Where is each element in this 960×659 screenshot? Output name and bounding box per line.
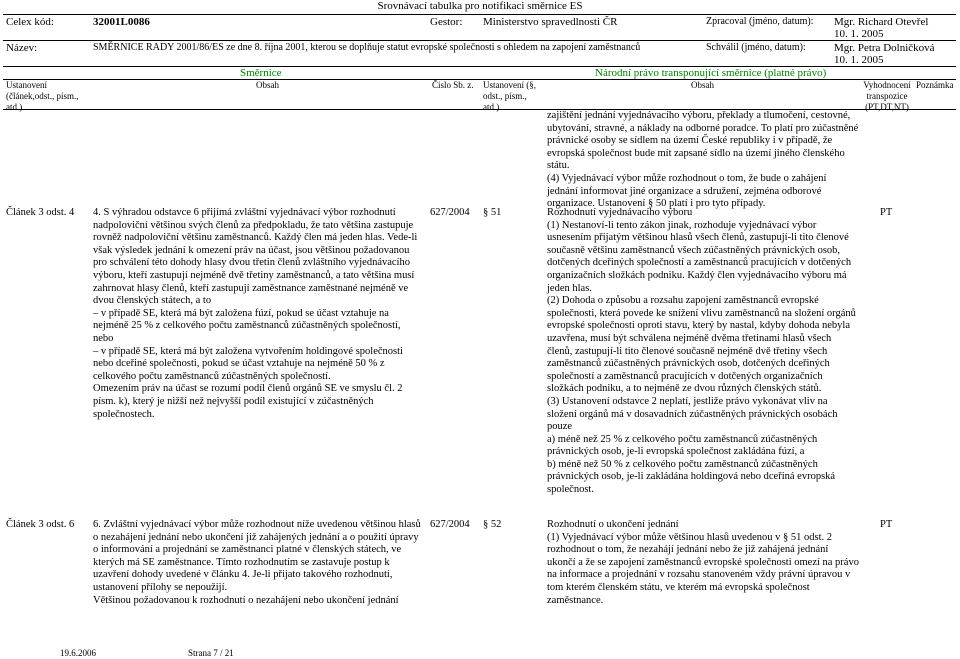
zpracoval-date: 10. 1. 2005	[834, 28, 884, 40]
row1-directive-text	[93, 207, 423, 421]
nazev-label: Název:	[6, 42, 38, 54]
row1-national-p1: (1) Nestanoví-li tento zákon jinak, rozhoduje vyjednávací výbor usnesením přijatým většinou hlasů všech členů, zastupují-li tito členové současně většinu zaměstnanců všech zúčastněných právnických osob, dotčených dceřiných společností a zaměstnanců pracujících v dotčených organizačních složkách podniku. Každý člen vyjednávacího výboru má jeden hlas.	[547, 219, 852, 294]
row0-national-p2: (4) Vyjednávací výbor může rozhodnout o tom, že bude o zahájení jednání informovat jiné organizace a sdružení, zejména odborové organizace. Ustanovení § 50 platí i pro tyto případy.	[547, 172, 827, 210]
zpracoval-label: Zpracoval (jméno, datum):	[706, 16, 814, 27]
schvalil-date: 10. 1. 2005	[834, 54, 884, 66]
row2-evaluation: PT	[880, 519, 893, 530]
footer-page: Strana 7 / 21	[188, 648, 234, 658]
row1-national-heading: Rozhodnutí vyjednávacího výboru	[547, 207, 693, 218]
row2-directive-p2: Většinou požadovanou k rozhodnutí o nezahájení nebo ukončení jednání	[93, 594, 399, 606]
row1-national-p5: b) méně než 50 % z celkového počtu zaměstnanců zúčastněných právnických osob, je-li zakládána holdingová nebo dceřiná evropská společnost.	[547, 458, 836, 496]
row2-cislo: 627/2004	[430, 519, 470, 530]
row2-article: Článek 3 odst. 6	[6, 519, 75, 530]
section-narodni-pravo: Národní právo transponující směrnice (platné právo)	[595, 67, 827, 79]
zpracoval-name: Mgr. Richard Otevřel	[834, 16, 929, 28]
header-rule-1	[3, 40, 956, 41]
row1-national-text	[547, 207, 859, 497]
row2-national-p1: (1) Vyjednávací výbor může většinou hlasů uvedenou v § 51 odst. 2 rozhodnout o tom, že nezahájí jednání nebo že již zahájená jednání ukončí a že se zapojení zaměstnanců evropské společnosti omezí na právo na informace a projednání v rozsahu stanoveném vždy právní úpravou v tom kterém členském státu, ve kterém má evropská společnost zaměstnance.	[547, 531, 859, 606]
col-ustanoveni: Ustanovení (článek,odst., písm., atd.)	[6, 80, 79, 112]
row0-national-p1: zajištění jednání vyjednávacího výboru, překlady a tlumočení, cestovné, ubytování, stravné, a náklady na odborné poradce. To platí pro zúčastněné právnické osoby se sídlem na území České republiky i v případě, že evropská společnost bude mít zapsané sídlo na území jiného členského státu.	[547, 110, 859, 172]
row2-directive-p1: 6. Zvláštní vyjednávací výbor může rozhodnout níže uvedenou většinou hlasů o nezahájení jednání nebo ukončení již zahájených jednání a o použití úpravy o informování a projednání se zaměstnanci platné v členských státech, ve kterých má SE zaměstnance. Tímto rozhodnutím se zastavuje postup k uzavření dohody uvedené v článku 4. Je-li přijato takového rozhodnutí, ustanovení přílohy se nepoužijí.	[93, 519, 421, 593]
col-obsah: Obsah	[256, 80, 279, 90]
row1-directive-p4: Omezením práv na účast se rozumí podíl členů orgánů SE ve smyslu čl. 2 písm. k), který je nižší než nejvyšší podíl existující v zúčastněných společnostech.	[93, 383, 403, 420]
row1-cislo: 627/2004	[430, 207, 470, 218]
row1-directive-p3: – v případě SE, která má být založena vytvořením holdingové společnosti nebo dceřiné společnosti, pokud se účast vztahuje na nejméně 50 % z celkového počtu zaměstnanců zúčastněných společností.	[93, 345, 403, 382]
nazev-value: SMĚRNICE RADY 2001/86/ES ze dne 8. října 2001, kterou se doplňuje statut evropské společnosti s ohledem na zapojení zaměstnanců	[93, 42, 641, 53]
row1-directive-p2: – v případě SE, která má být založena fúzí, pokud se účast vztahuje na nejméně 25 % z celkového počtu zaměstnanců zúčastněných společností, nebo	[93, 307, 401, 344]
row1-national-p4: a) méně než 25 % z celkového počtu zaměstnanců zúčastněných právnických osob, je-li evropská společnost zakládána fúzí, a	[547, 433, 818, 458]
col-obsah-2: Obsah	[691, 80, 714, 90]
row1-article: Článek 3 odst. 4	[6, 207, 75, 218]
schvalil-name: Mgr. Petra Dolničková	[834, 42, 935, 54]
row1-national-p3: (3) Ustanovení odstavce 2 neplatí, jestliže právo vykonávat vliv na složení orgánů má v dosavadních zúčastněných právnických osobách pouze	[547, 395, 838, 433]
col-cislo: Číslo Sb. z.	[432, 80, 474, 90]
section-smernice: Směrnice	[240, 67, 282, 79]
row2-directive-text	[93, 519, 423, 607]
header-rule-3	[3, 79, 956, 80]
celex-value: 32001L0086	[93, 16, 150, 28]
row0-national-text	[547, 110, 859, 211]
row2-national-heading: Rozhodnutí o ukončení jednání	[547, 519, 679, 530]
header-top-rule	[3, 14, 956, 15]
footer-date: 19.6.2006	[60, 648, 96, 658]
row2-paragraph: § 52	[483, 519, 502, 530]
schvalil-label: Schválil (jméno, datum):	[706, 42, 806, 53]
gestor-label: Gestor:	[430, 16, 463, 28]
row1-national-p2: (2) Dohoda o způsobu a rozsahu zapojení zaměstnanců evropské společnosti, která povede ke snížení vlivu zaměstnanců na složení orgánů evropské společnosti oproti stavu, který by nastal, kdyby dohoda nebyla uzavřena, musí být schválena nejméně dvěma třetinami hlasů všech členů, zastupují-li tito členové současně nejméně dvě třetiny všech zaměstnanců zúčastněných právnických osob, dotčených dceřiných společností a zaměstnanců pracujících v dotčených organizačních složkách podniku, a to nejméně ze dvou různých členských států.	[547, 295, 856, 395]
col-poznamka: Poznámka	[916, 80, 954, 90]
row2-national-text	[547, 519, 859, 607]
gestor-value: Ministerstvo spravedlnosti ČR	[483, 16, 618, 28]
celex-label: Celex kód:	[6, 16, 54, 28]
row1-directive-p1: 4. S výhradou odstavce 6 přijímá zvláštní vyjednávací výbor rozhodnutí nadpoloviční většinou svých členů za předpokladu, že tato většina zastupuje rovněž nadpoloviční většinu zaměstnanců. Každý člen má jeden hlas. Vede-li však výsledek jednání k omezení práv na účast, jsou většinou požadovanou pro schválení této dohody hlasy dvou třetin členů zvláštního vyjednávacího výboru, kteří zastupují nejméně dvě třetiny zaměstnanců, a tato většina musí zahrnovat hlasy členů, kteří zastupují zaměstnance zaměstnané nejméně ve dvou členských státech, a to	[93, 207, 418, 307]
col-vyhodnoceni: Vyhodnocení transpozice (PT,DT,NT)	[863, 80, 911, 112]
row1-evaluation: PT	[880, 207, 893, 218]
row1-paragraph: § 51	[483, 207, 502, 218]
col-ustanoveni-2: Ustanovení (§, odst., písm., atd.)	[483, 80, 536, 112]
document-title: Srovnávací tabulka pro notifikaci směrnice ES	[377, 0, 583, 12]
